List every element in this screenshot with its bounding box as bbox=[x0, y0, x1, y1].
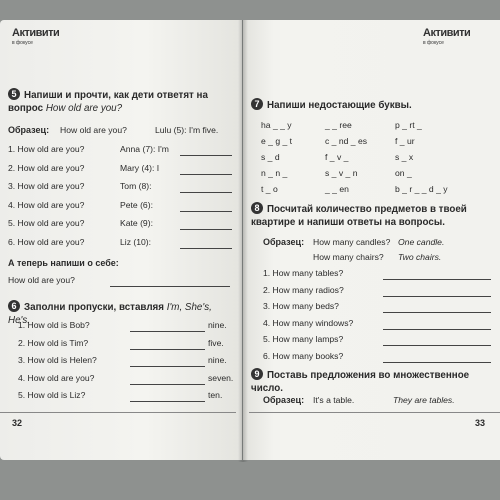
exercise-question: 1. How old are you? bbox=[8, 144, 85, 154]
missing-letters-word[interactable]: b _ r _ _ d _ y bbox=[395, 184, 448, 194]
exercise-ending: nine. bbox=[208, 320, 227, 330]
footer-rule bbox=[249, 412, 500, 413]
exercise-ending: nine. bbox=[208, 355, 227, 365]
exercise-question: 5. How old is Liz? bbox=[18, 390, 86, 400]
missing-letters-word[interactable]: on _ bbox=[395, 168, 412, 178]
task-number-badge: 8 bbox=[251, 202, 263, 214]
book-spine bbox=[238, 20, 248, 462]
exercise-prompt: Liz (10): bbox=[120, 236, 152, 247]
exercise-question: 3. How old are you? bbox=[8, 181, 85, 191]
answer-blank[interactable] bbox=[180, 192, 232, 193]
exercise-ending: ten. bbox=[208, 390, 223, 400]
self-answer-blank[interactable] bbox=[110, 286, 230, 287]
answer-blank[interactable] bbox=[180, 229, 232, 230]
exercise-question: 4. How many windows? bbox=[263, 317, 354, 328]
right-page bbox=[243, 20, 500, 460]
answer-blank[interactable] bbox=[383, 312, 491, 313]
exercise-question: 4. How old are you? bbox=[8, 199, 85, 210]
exercise-ending: seven. bbox=[208, 372, 234, 383]
task-7-instruction: Напиши недостающие буквы. bbox=[267, 100, 412, 111]
example-question: It's a table. bbox=[313, 395, 355, 405]
exercise-question: 2. How many radios? bbox=[263, 284, 344, 295]
answer-blank[interactable] bbox=[180, 248, 232, 249]
logo bbox=[12, 28, 59, 48]
example-answer-1: One candle. bbox=[398, 237, 445, 247]
logo bbox=[423, 28, 470, 48]
exercise-ending: five. bbox=[208, 337, 224, 348]
answer-blank[interactable] bbox=[180, 155, 232, 156]
example-answer-2: Two chairs. bbox=[398, 252, 442, 262]
task-8-title bbox=[251, 202, 491, 229]
example-label: Образец: bbox=[263, 237, 305, 247]
answer-blank[interactable] bbox=[130, 384, 205, 385]
missing-letters-word[interactable]: f _ ur bbox=[395, 136, 415, 146]
task-9-instruction: Поставь предложения во множественное число. bbox=[251, 370, 470, 394]
page-number: 33 bbox=[475, 418, 486, 428]
exercise-prompt: Kate (9): bbox=[120, 218, 153, 228]
answer-blank[interactable] bbox=[130, 349, 205, 350]
exercise-prompt: Mary (4): I bbox=[120, 162, 160, 173]
logo-text: Активити bbox=[12, 27, 60, 39]
missing-letters-word[interactable]: f _ v _ bbox=[325, 152, 349, 162]
answer-blank[interactable] bbox=[383, 279, 491, 280]
page-number: 32 bbox=[12, 418, 23, 428]
exercise-question: 5. How many lamps? bbox=[263, 334, 344, 344]
exercise-question: 4. How old are you? bbox=[18, 372, 95, 383]
task-5-instruction: Напиши и прочти, как дети ответят на вопрос bbox=[8, 90, 208, 114]
missing-letters-word[interactable]: s _ x bbox=[395, 152, 414, 162]
task-7-title bbox=[251, 98, 491, 112]
exercise-question: 2. How old is Tim? bbox=[18, 337, 89, 348]
task-6-instruction: Заполни пропуски, вставляя bbox=[24, 302, 164, 313]
missing-letters-word[interactable]: e _ g _ t bbox=[261, 136, 293, 146]
answer-blank[interactable] bbox=[130, 401, 205, 402]
exercise-question: 6. How old are you? bbox=[8, 236, 85, 247]
example-label: Образец: bbox=[263, 395, 305, 405]
example-question-2: How many chairs? bbox=[313, 252, 384, 262]
answer-blank[interactable] bbox=[130, 366, 205, 367]
open-workbook bbox=[0, 20, 500, 462]
missing-letters-word[interactable]: ha _ _ y bbox=[261, 120, 292, 130]
missing-letters-word[interactable]: _ _ ree bbox=[325, 120, 352, 130]
missing-letters-word[interactable]: p _ rt _ bbox=[395, 120, 422, 130]
example-answer: Lulu (5): I'm five. bbox=[155, 125, 219, 135]
example-answer: They are tables. bbox=[393, 395, 455, 405]
missing-letters-word[interactable]: _ _ en bbox=[325, 184, 349, 194]
exercise-question: 6. How many books? bbox=[263, 350, 344, 361]
exercise-prompt: Anna (7): I'm bbox=[120, 144, 169, 154]
answer-blank[interactable] bbox=[383, 362, 491, 363]
answer-blank[interactable] bbox=[383, 329, 491, 330]
answer-blank[interactable] bbox=[180, 211, 232, 212]
task-number-badge: 6 bbox=[8, 300, 20, 312]
task-8-instruction: Посчитай количество предметов в твоей квартире и напиши ответы на вопросы. bbox=[251, 204, 467, 228]
logo-subtitle: в фокусе bbox=[12, 40, 33, 46]
task-number-badge: 9 bbox=[251, 368, 263, 380]
example-question-1: How many candles? bbox=[313, 237, 391, 247]
task-5-title bbox=[8, 88, 233, 115]
logo-text: Активити bbox=[423, 27, 471, 39]
exercise-question: 2. How old are you? bbox=[8, 162, 85, 173]
answer-blank[interactable] bbox=[383, 296, 491, 297]
task-6-words: I'm, She's, He's. bbox=[8, 302, 212, 326]
exercise-question: 3. How old is Helen? bbox=[18, 355, 97, 365]
exercise-question: 1. How old is Bob? bbox=[18, 320, 90, 330]
exercise-question: 5. How old are you? bbox=[8, 218, 85, 228]
task-5-question: How old are you? bbox=[45, 103, 123, 114]
missing-letters-word[interactable]: t _ o bbox=[261, 184, 278, 194]
exercise-prompt: Pete (6): bbox=[120, 199, 153, 210]
logo-subtitle: в фокусе bbox=[423, 40, 444, 46]
task-9-title bbox=[251, 368, 491, 395]
exercise-prompt: Tom (8): bbox=[120, 181, 152, 191]
footer-rule bbox=[0, 412, 236, 413]
missing-letters-word[interactable]: s _ v _ n bbox=[325, 168, 358, 178]
answer-blank[interactable] bbox=[130, 331, 205, 332]
example-label: Образец: bbox=[8, 125, 50, 135]
self-question: How old are you? bbox=[8, 275, 75, 285]
exercise-question: 3. How many beds? bbox=[263, 301, 339, 311]
missing-letters-word[interactable]: s _ d bbox=[261, 152, 280, 162]
left-page bbox=[0, 20, 242, 460]
task-number-badge: 7 bbox=[251, 98, 263, 110]
missing-letters-word[interactable]: c _ nd _ es bbox=[325, 136, 368, 146]
exercise-question: 1. How many tables? bbox=[263, 268, 344, 278]
missing-letters-word[interactable]: n _ n _ bbox=[261, 168, 288, 178]
answer-blank[interactable] bbox=[180, 174, 232, 175]
task-number-badge: 5 bbox=[8, 88, 20, 100]
answer-blank[interactable] bbox=[383, 345, 491, 346]
self-prompt: А теперь напиши о себе: bbox=[8, 258, 119, 268]
example-question: How old are you? bbox=[60, 125, 127, 135]
